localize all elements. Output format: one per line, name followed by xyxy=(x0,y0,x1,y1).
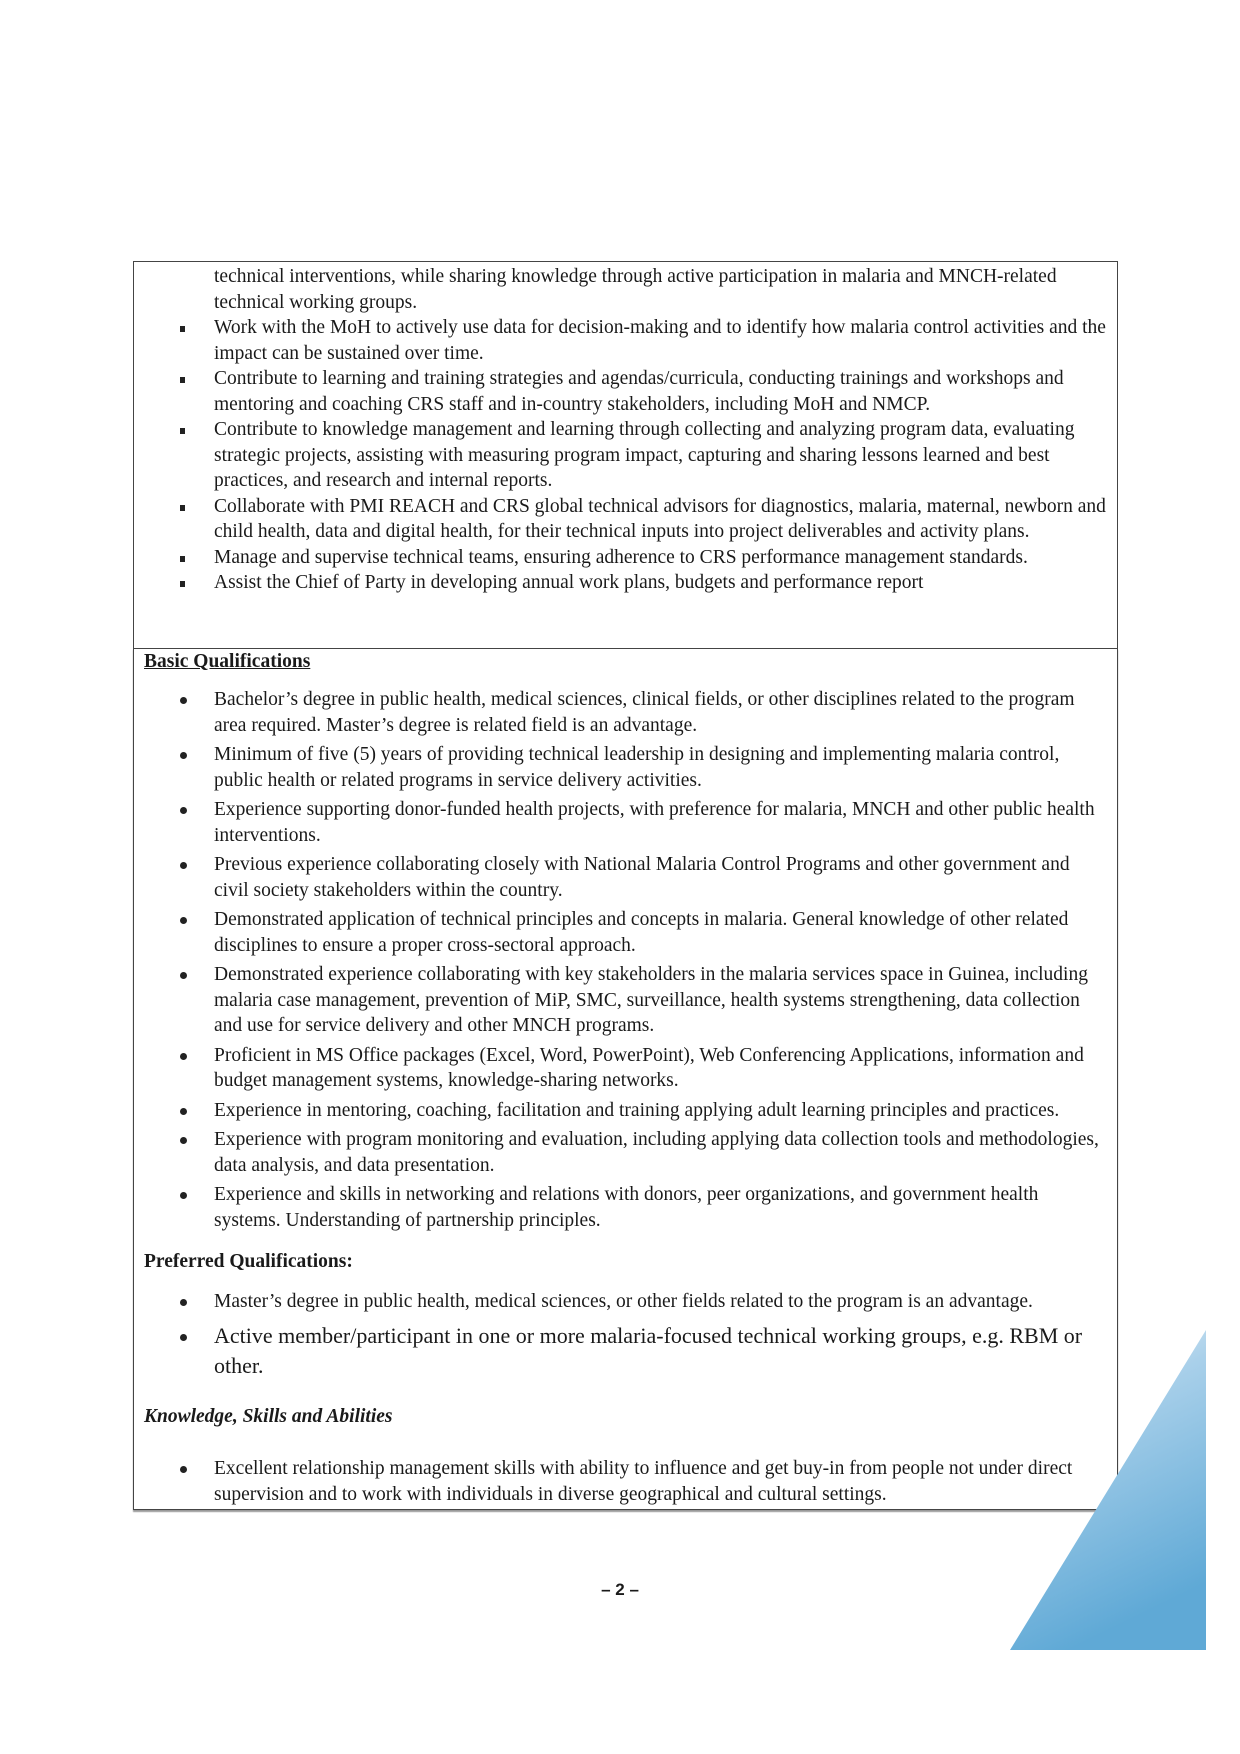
list-item xyxy=(134,570,1117,596)
list-item xyxy=(134,1182,1117,1233)
item-text: Bachelor’s degree in public health, medical sciences, clinical fields, or other disciplines related to the program area required. Master’s degree is related field is an advantage. xyxy=(214,689,1075,736)
item-text: Contribute to knowledge management and learning through collecting and analyzing program data, evaluating strategic projects, assisting with measuring program impact, capturing and sharing lessons learned and best practices, and research and internal reports. xyxy=(214,419,1075,491)
item-text: Demonstrated application of technical principles and concepts in malaria. General knowledge of other related disciplines to ensure a proper cross-sectoral approach. xyxy=(214,909,1069,956)
item-text: Manage and supervise technical teams, ensuring adherence to CRS performance management standards. xyxy=(214,546,1028,568)
item-text: Work with the MoH to actively use data for decision-making and to identify how malaria control activities and the impact can be sustained over time. xyxy=(214,317,1106,364)
preferred-qualifications-list xyxy=(134,1289,1117,1381)
responsibilities-list xyxy=(134,264,1117,596)
list-item xyxy=(134,962,1117,1039)
list-item xyxy=(134,907,1117,958)
item-text: Collaborate with PMI REACH and CRS global technical advisors for diagnostics, malaria, maternal, newborn and child health, data and digital health, for their technical inputs into project deliverables and activity plans. xyxy=(214,495,1106,542)
list-item xyxy=(134,1098,1117,1124)
item-text: Excellent relationship management skills with ability to influence and get buy-in from people not under direct supervision and to work with individuals in diverse geographical and cultural settings. xyxy=(214,1458,1073,1505)
list-item xyxy=(134,545,1117,571)
list-item xyxy=(134,264,1117,315)
list-item xyxy=(134,852,1117,903)
item-text: technical interventions, while sharing knowledge through active participation in malaria and MNCH-related technical working groups. xyxy=(214,266,1057,313)
item-text: Proficient in MS Office packages (Excel, Word, PowerPoint), Web Conferencing Applications, information and budget management systems, knowledge-sharing networks. xyxy=(214,1044,1084,1091)
item-text: Contribute to learning and training strategies and agendas/curricula, conducting trainings and workshops and mentoring and coaching CRS staff and in-country stakeholders, including MoH and NMCP. xyxy=(214,368,1064,415)
item-text: Experience supporting donor-funded health projects, with preference for malaria, MNCH and other public health interventions. xyxy=(214,799,1095,846)
list-item xyxy=(134,315,1117,366)
list-item xyxy=(134,1127,1117,1178)
item-text: Assist the Chief of Party in developing annual work plans, budgets and performance report xyxy=(214,572,924,593)
qualifications-box xyxy=(133,648,1118,1510)
page-number: – 2 – xyxy=(601,1580,639,1599)
item-text: Previous experience collaborating closely with National Malaria Control Programs and other government and civil society stakeholders within the country. xyxy=(214,854,1070,901)
list-item xyxy=(134,366,1117,417)
list-item xyxy=(134,797,1117,848)
item-text: Master’s degree in public health, medical sciences, or other fields related to the program is an advantage. xyxy=(214,1291,1033,1312)
list-item xyxy=(134,494,1117,545)
item-text: Demonstrated experience collaborating with key stakeholders in the malaria services space in Guinea, including malaria case management, prevention of MiP, SMC, surveillance, health systems strengthening, data collection and use for service delivery and other MNCH programs. xyxy=(214,964,1088,1036)
list-item xyxy=(134,417,1117,494)
preferred-qualifications-heading: Preferred Qualifications: xyxy=(144,1251,353,1272)
item-text: Experience in mentoring, coaching, facilitation and training applying adult learning principles and practices. xyxy=(214,1099,1060,1121)
item-text: Minimum of five (5) years of providing technical leadership in designing and implementing malaria control, public health or related programs in service delivery activities. xyxy=(214,744,1060,791)
basic-qualifications-heading: Basic Qualifications xyxy=(144,651,311,672)
responsibilities-box xyxy=(133,261,1118,649)
list-item xyxy=(134,1289,1117,1315)
triangle-shape xyxy=(1010,1330,1206,1650)
list-item xyxy=(134,1321,1117,1381)
list-item xyxy=(134,687,1117,738)
item-text: Experience with program monitoring and evaluation, including applying data collection tools and methodologies, data analysis, and data presentation. xyxy=(214,1129,1099,1176)
list-item xyxy=(134,1043,1117,1094)
ksa-heading: Knowledge, Skills and Abilities xyxy=(144,1406,393,1427)
list-item xyxy=(134,742,1117,793)
basic-qualifications-list xyxy=(134,687,1117,1233)
item-text: Experience and skills in networking and relations with donors, peer organizations, and government health systems. Understanding of partnership principles. xyxy=(214,1184,1039,1231)
item-text: Active member/participant in one or more malaria-focused technical working groups, e.g. RBM or other. xyxy=(214,1322,1083,1378)
ksa-list xyxy=(134,1456,1117,1507)
decorative-triangle xyxy=(1010,1330,1210,1652)
list-item xyxy=(134,1456,1117,1507)
